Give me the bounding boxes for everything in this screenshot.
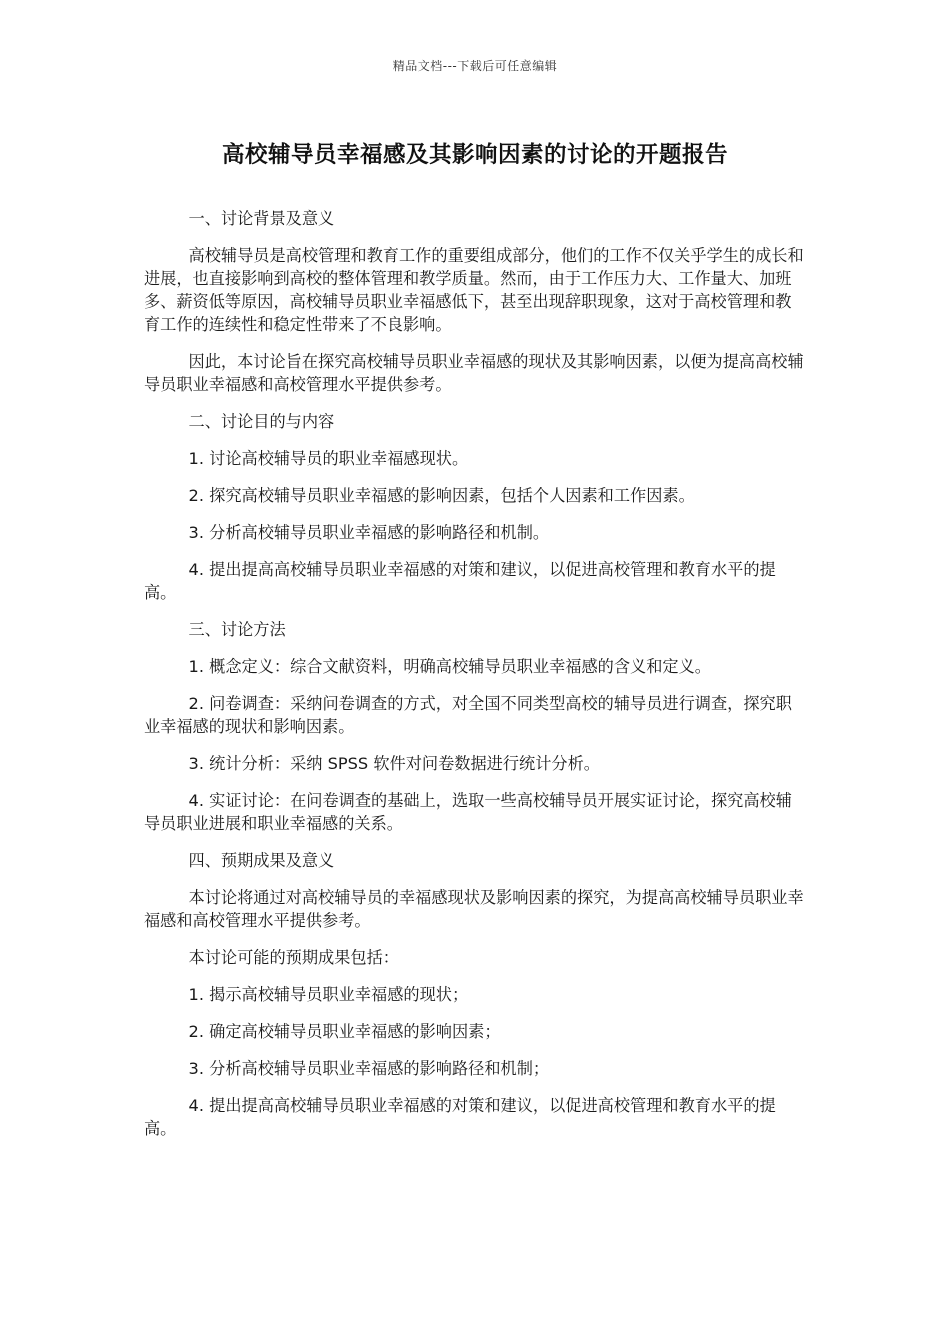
list-item: 1. 概念定义：综合文献资料，明确高校辅导员职业幸福感的含义和定义。 bbox=[188, 657, 711, 676]
list-item: 1. 揭示高校辅导员职业幸福感的现状； bbox=[188, 985, 469, 1004]
document-body bbox=[144, 207, 806, 1154]
list-item: 3. 统计分析：采纳 SPSS 软件对问卷数据进行统计分析。 bbox=[188, 754, 600, 773]
paragraph: 本讨论将通过对高校辅导员的幸福感现状及影响因素的探究，为提高高校辅导员职业幸福感和高校管理水平提供参考。 bbox=[144, 888, 804, 930]
paragraph: 因此，本讨论旨在探究高校辅导员职业幸福感的现状及其影响因素，以便为提高高校辅导员职业幸福感和高校管理水平提供参考。 bbox=[144, 352, 804, 394]
list-item: 3. 分析高校辅导员职业幸福感的影响路径和机制。 bbox=[188, 523, 550, 542]
paragraph: 本讨论可能的预期成果包括： bbox=[188, 948, 399, 967]
list-item: 2. 探究高校辅导员职业幸福感的影响因素，包括个人因素和工作因素。 bbox=[188, 486, 695, 505]
list-item: 1. 讨论高校辅导员的职业幸福感现状。 bbox=[188, 449, 469, 468]
list-item: 2. 确定高校辅导员职业幸福感的影响因素； bbox=[188, 1022, 501, 1041]
list-item: 3. 分析高校辅导员职业幸福感的影响路径和机制； bbox=[188, 1059, 550, 1078]
paragraph: 高校辅导员是高校管理和教育工作的重要组成部分，他们的工作不仅关乎学生的成长和进展，也直接影响到高校的整体管理和教学质量。然而，由于工作压力大、工作量大、加班多、薪资低等原因，高校辅导员职业幸福感低下，甚至出现辞职现象，这对于高校管理和教育工作的连续性和稳定性带来了不良影响。 bbox=[144, 246, 804, 334]
document-title: 高校辅导员幸福感及其影响因素的讨论的开题报告 bbox=[221, 142, 728, 168]
section-heading-objectives: 二、讨论目的与内容 bbox=[188, 412, 335, 431]
list-item: 4. 提出提高高校辅导员职业幸福感的对策和建议，以促进高校管理和教育水平的提高。 bbox=[144, 1096, 776, 1138]
list-item: 4. 实证讨论：在问卷调查的基础上，选取一些高校辅导员开展实证讨论，探究高校辅导员职业进展和职业幸福感的关系。 bbox=[144, 791, 792, 833]
section-heading-methods: 三、讨论方法 bbox=[188, 620, 286, 639]
section-heading-outcomes: 四、预期成果及意义 bbox=[188, 851, 335, 870]
section-heading-background: 一、讨论背景及意义 bbox=[188, 209, 335, 228]
list-item: 2. 问卷调查：采纳问卷调查的方式，对全国不同类型高校的辅导员进行调查，探究职业幸福感的现状和影响因素。 bbox=[144, 694, 792, 736]
header-note: 精品文档---下载后可任意编辑 bbox=[392, 59, 558, 73]
list-item: 4. 提出提高高校辅导员职业幸福感的对策和建议，以促进高校管理和教育水平的提高。 bbox=[144, 560, 776, 602]
